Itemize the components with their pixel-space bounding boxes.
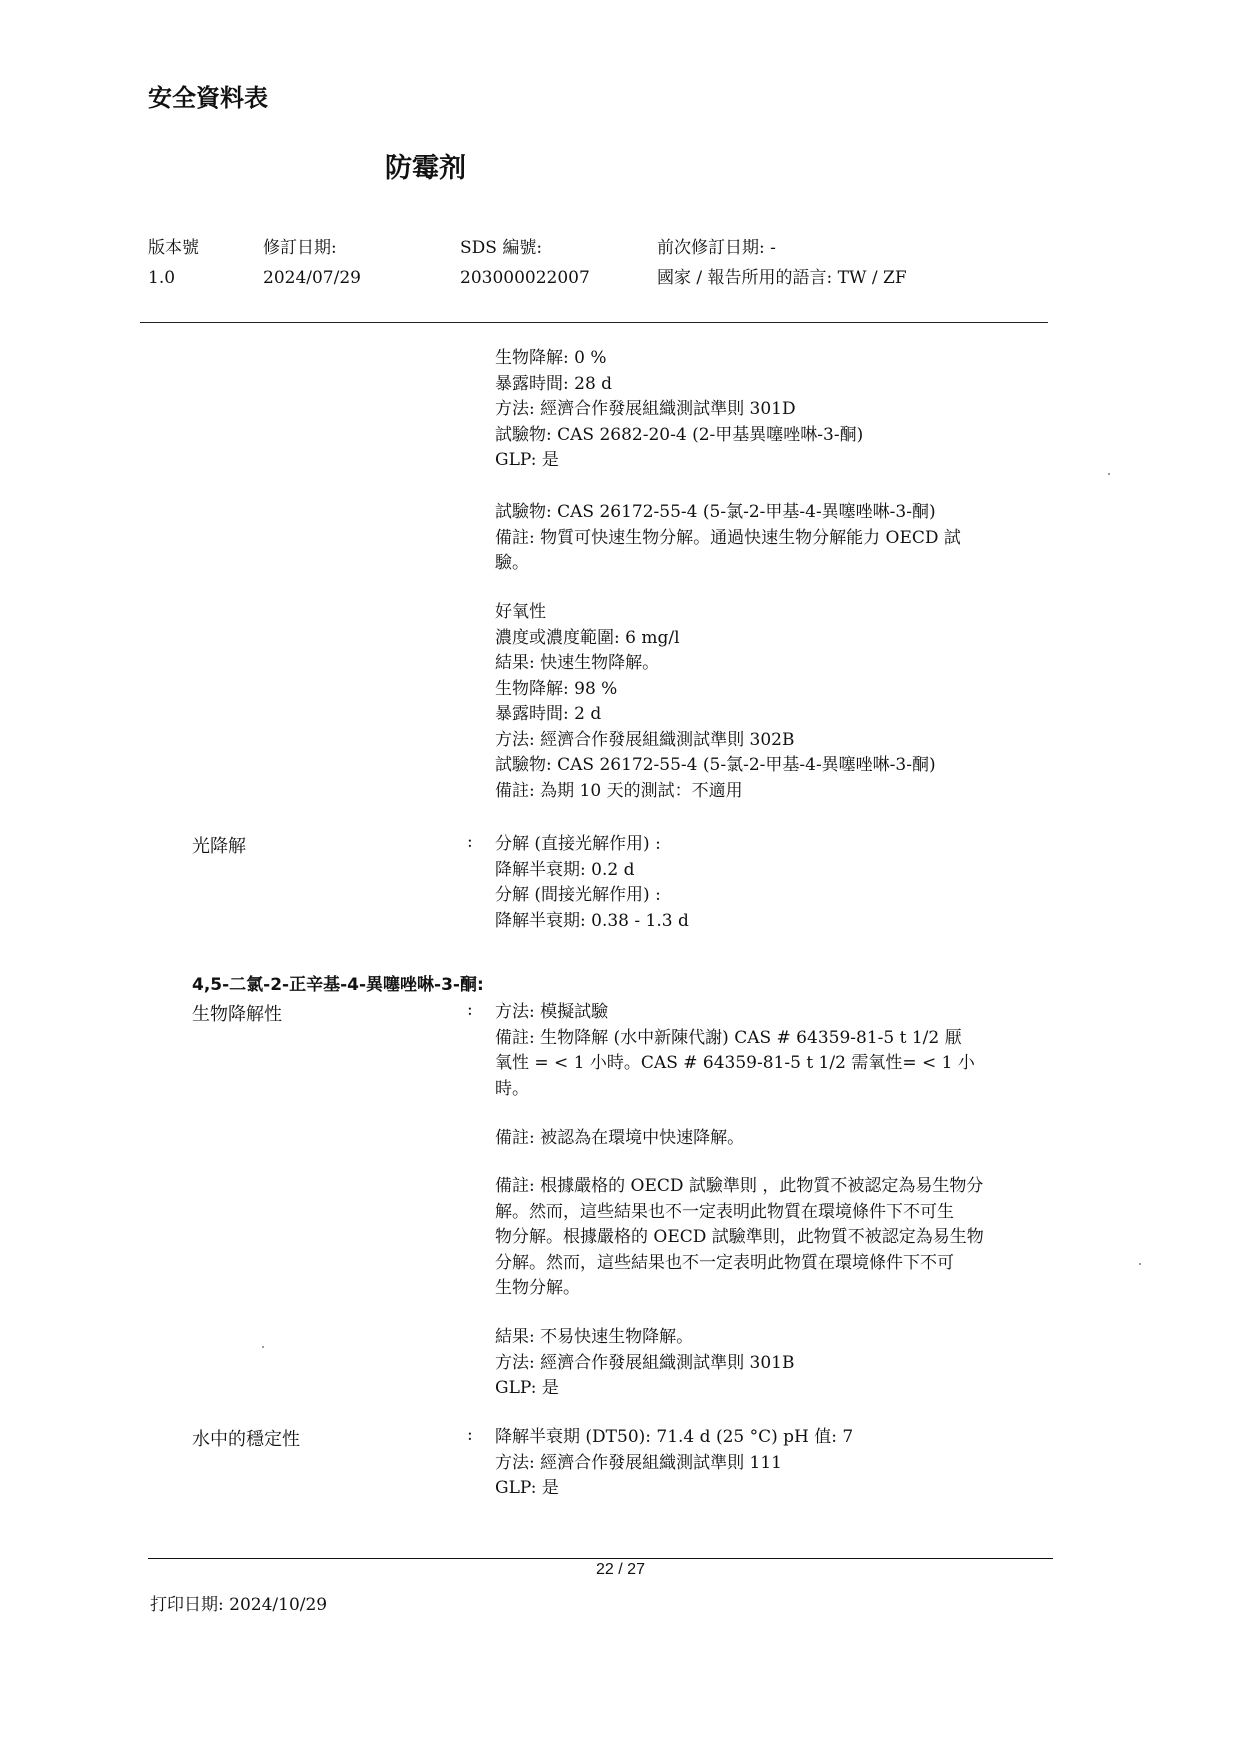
meta-label: 前次修訂日期: - — [657, 238, 776, 258]
biodegradation-block-1 — [495, 346, 863, 474]
photolysis-values — [495, 832, 689, 934]
water-stability-label: 水中的穩定性 — [192, 1429, 300, 1450]
meta-label: 版本號 — [148, 238, 199, 258]
biodegradation-block-2 — [495, 500, 961, 577]
text-line: 分解 (間接光解作用) : — [495, 885, 661, 905]
text-line: 結果: 快速生物降解。 — [495, 653, 660, 673]
text-line: 備註: 根據嚴格的 OECD 試驗準則 ，此物質不被認定為易生物分 — [495, 1176, 984, 1196]
header-divider — [140, 322, 1048, 323]
biodegradability-para-3 — [495, 1174, 984, 1302]
meta-value: 2024/07/29 — [263, 268, 361, 288]
biodegradability-para-1 — [495, 1000, 975, 1102]
text-line: 備註: 生物降解 (水中新陳代謝) CAS # 64359-81-5 t 1/2 厭 — [495, 1027, 962, 1048]
text-line: 結果: 不易快速生物降解。 — [495, 1327, 694, 1347]
photolysis-colon: : — [467, 832, 473, 852]
water-stability-values — [495, 1425, 853, 1502]
biodegradability-colon: : — [467, 1000, 473, 1020]
scan-speck — [1108, 473, 1110, 475]
text-line: 試驗物: CAS 26172-55-4 (5-氯-2-甲基-4-異噻唑啉-3-酮) — [495, 755, 936, 775]
scan-speck — [1139, 1263, 1141, 1265]
biodegradability-para-4 — [495, 1325, 794, 1402]
text-line: 物分解。根據嚴格的 OECD 試驗準則，此物質不被認定為易生物 — [495, 1227, 984, 1247]
aerobic-block — [495, 600, 936, 804]
text-line: 分解 (直接光解作用) : — [495, 834, 661, 854]
text-line: 方法: 經濟合作發展組織測試準則 301B — [495, 1352, 795, 1373]
text-line: 生物降解: 0 % — [495, 348, 607, 368]
text-line: 方法: 經濟合作發展組織測試準則 111 — [495, 1452, 782, 1473]
meta-label: SDS 編號: — [460, 238, 543, 258]
product-name: 防霉剂 — [385, 153, 466, 184]
text-line: 降解半衰期 (DT50): 71.4 d (25 °C) pH 值: 7 — [495, 1427, 854, 1447]
text-line: 分解。然而，這些結果也不一定表明此物質在環境條件下不可 — [495, 1252, 954, 1273]
text-line: 試驗物: CAS 2682-20-4 (2-甲基異噻唑啉-3-酮) — [495, 424, 864, 445]
footer-divider — [148, 1558, 1053, 1559]
meta-value: 203000022007 — [460, 268, 590, 288]
meta-sds-number — [460, 233, 590, 293]
text-line: 降解半衰期: 0.38 - 1.3 d — [495, 910, 689, 931]
water-stability-colon: : — [467, 1425, 473, 1445]
text-line: 濃度或濃度範圍: 6 mg/l — [495, 627, 680, 648]
text-line: 暴露時間: 2 d — [495, 704, 602, 724]
biodegradability-label: 生物降解性 — [192, 1004, 282, 1025]
text-line: 暴露時間: 28 d — [495, 373, 613, 394]
text-line: GLP: 是 — [495, 450, 559, 470]
text-line: 備註: 被認為在環境中快速降解。 — [495, 1128, 745, 1148]
meta-label: 修訂日期: — [263, 238, 337, 258]
meta-previous-revision — [657, 233, 907, 293]
text-line: 生物分解。 — [495, 1278, 580, 1298]
scan-speck — [262, 1346, 264, 1348]
page-number: 22 / 27 — [596, 1561, 645, 1578]
text-line: GLP: 是 — [495, 1378, 559, 1398]
text-line: 時。 — [495, 1078, 529, 1099]
document-title: 安全資料表 — [148, 84, 268, 112]
text-line: 備註: 為期 10 天的測試：不適用 — [495, 780, 743, 801]
text-line: 備註: 物質可快速生物分解。通過快速生物分解能力 OECD 試 — [495, 527, 961, 548]
text-line: 生物降解: 98 % — [495, 678, 618, 699]
meta-version — [148, 233, 199, 293]
text-line: 方法: 模擬試驗 — [495, 1002, 609, 1022]
text-line: 方法: 經濟合作發展組織測試準則 302B — [495, 729, 795, 750]
text-line: 驗。 — [495, 553, 529, 573]
meta-revision-date — [263, 233, 361, 293]
text-line: 解。然而，這些結果也不一定表明此物質在環境條件下不可生 — [495, 1201, 954, 1222]
text-line: 降解半衰期: 0.2 d — [495, 859, 635, 880]
text-line: 好氧性 — [495, 602, 546, 622]
biodegradability-para-2 — [495, 1126, 744, 1152]
text-line: GLP: 是 — [495, 1478, 559, 1498]
meta-value: 國家 / 報告所用的語言: TW / ZF — [657, 268, 907, 288]
photolysis-label: 光降解 — [192, 836, 246, 857]
text-line: 方法: 經濟合作發展組織測試準則 301D — [495, 399, 796, 419]
text-line: 試驗物: CAS 26172-55-4 (5-氯-2-甲基-4-異噻唑啉-3-酮) — [495, 502, 936, 522]
meta-value: 1.0 — [148, 268, 176, 288]
substance-heading: 4,5-二氯-2-正辛基-4-異噻唑啉-3-酮: — [192, 975, 484, 995]
text-line: 氧性 = < 1 小時。CAS # 64359-81-5 t 1/2 需氧性= < 1 小 — [495, 1053, 975, 1073]
print-date: 打印日期: 2024/10/29 — [150, 1595, 328, 1615]
